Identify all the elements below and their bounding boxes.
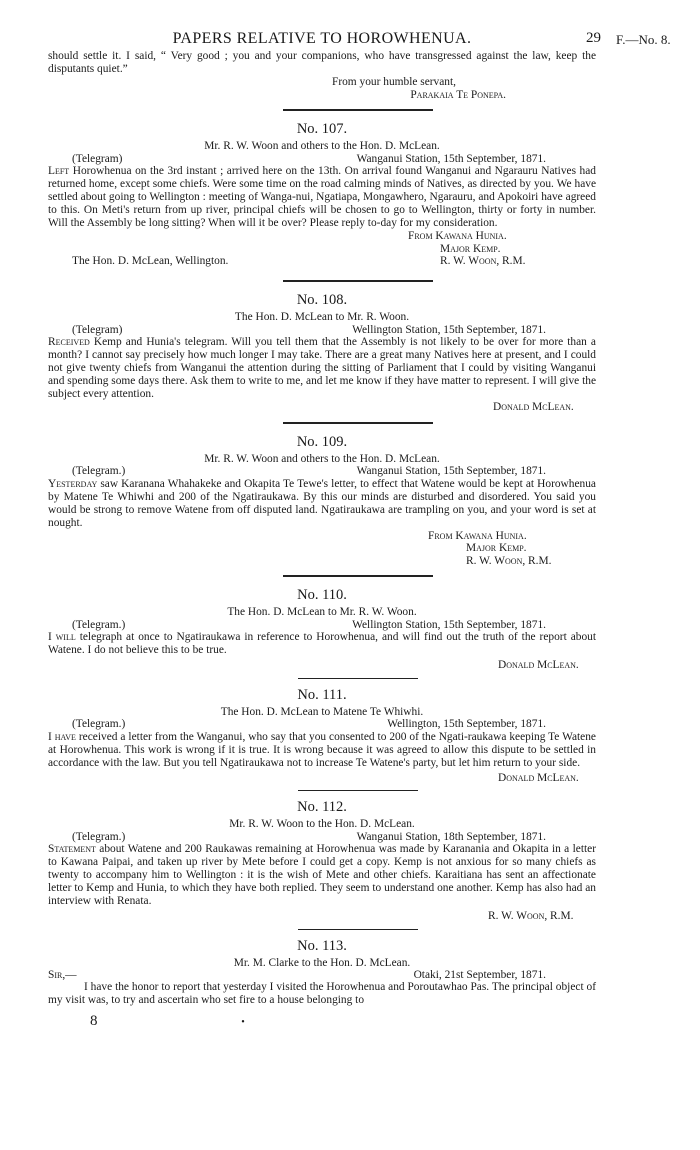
entry-body: Kemp and Hunia's telegram. Will you tell them that the Assembly is not likely to be over for more than a month? I cannot say precisely how much longer I may take. There are a great many Natives here at present, and I could not give twenty chiefs from Wanganui the attention during the sitting of Parliament that I could by visiting Wanganui and spending some days there. Ask them to write to me, and let me know if they have matter to represent. I will give the subject every attention.: [48, 336, 596, 400]
intro-text: should settle it. I said, “ Very good ; you and your companions, who have transgressed against the law, keep the disputants quiet.”: [48, 50, 596, 75]
entry-signature: From Kawana Hunia.: [428, 529, 527, 542]
entry-heading: Mr. M. Clarke to the Hon. D. McLean.: [233, 956, 411, 969]
entry-heading: Mr. R. W. Woon to the Hon. D. McLean.: [229, 818, 415, 830]
entry-place-date: Wanganui Station, 15th September, 1871.: [356, 465, 546, 477]
page-number: 29: [586, 30, 601, 46]
entry-body: received a letter from the Wanganui, who say that you consented to 200 of the Ngati-raukawa keeping Te Watene at Horowhenua. This work is wrong if it is true. It is wrong because it was agreed to allow this dispute to be settled in accordance with the law. But you tell Ngatiraukawa not to increase Te Watene's party, but let him return to your side.: [48, 730, 596, 769]
entry-place-date: Wellington Station, 15th September, 1871.: [352, 618, 546, 631]
intro-signature: Parakaia Te Ponepa.: [410, 88, 506, 101]
entry-heading: Mr. R. W. Woon and others to the Hon. D. McLean.: [204, 140, 440, 152]
entry-place-date: Wanganui Station, 18th September, 1871.: [356, 830, 546, 843]
entry-number: No. 112.: [297, 799, 347, 815]
entry-salutation: Sir,—: [48, 969, 77, 981]
entry-heading: The Hon. D. McLean to Matene Te Whiwhi.: [220, 705, 424, 718]
divider: [298, 929, 418, 930]
entry-heading: The Hon. D. McLean to Mr. R. Woon.: [234, 311, 410, 323]
entry-lead: Received: [48, 336, 90, 348]
entry-body: saw Karanana Whahakeke and Okapita Te Tewe's letter, to effect that Watene would be kept at Horowhenua by Matene Te Whiwhi and 200 of the Ngatiraukawa. By this our minds are disturbed and disordered. You said you would be strong to remove Watene from off disputed land. Ngatiraukawa are trampling on you, and your word is set at nought.: [48, 477, 596, 529]
entry-place-date: Wellington Station, 15th September, 1871.: [352, 323, 546, 336]
divider: [283, 575, 433, 577]
entry-type: (Telegram): [72, 323, 123, 336]
entry-signature: Donald McLean.: [498, 771, 579, 784]
entry-type: (Telegram.): [72, 618, 126, 631]
document-page: [48, 22, 671, 1030]
entry-signature: R. W. Woon, R.M.: [440, 255, 526, 267]
entry-heading: Mr. R. W. Woon and others to the Hon. D. McLean.: [204, 452, 440, 465]
entry-type: (Telegram.): [72, 718, 126, 730]
paper-reference: F.—No. 8.: [616, 32, 671, 47]
divider: [298, 790, 418, 791]
entry-108: [48, 292, 596, 414]
footer-dot: •: [241, 1017, 245, 1028]
entry-107: [48, 121, 596, 268]
entry-number: No. 107.: [296, 121, 348, 137]
entry-body: I have the honor to report that yesterday I visited the Horowhenua and Poroutawhao Pas. The principal object of my visit was, to try and ascertain who set fire to a house belonging to: [48, 981, 596, 1006]
entry-heading: The Hon. D. McLean to Mr. R. W. Woon.: [227, 606, 417, 618]
entry-type: (Telegram.): [72, 830, 126, 843]
footer: [90, 1013, 596, 1030]
running-header: [48, 22, 671, 48]
entry-number: No. 109.: [296, 433, 348, 450]
entry-113: [48, 938, 596, 1008]
entry-signature: Donald McLean.: [498, 659, 579, 671]
entry-111: [48, 687, 596, 785]
entry-number: No. 111.: [297, 686, 347, 703]
entry-lead: I will: [48, 631, 76, 643]
entry-place-date: Otaki, 21st September, 1871.: [413, 969, 546, 981]
entry-lead: Yesterday: [48, 477, 98, 490]
entry-number: No. 110.: [297, 587, 347, 603]
header-title: PAPERS RELATIVE TO HOROWHENUA.: [172, 30, 472, 47]
entry-place-date: Wanganui Station, 15th September, 1871.: [356, 152, 546, 165]
entry-body: about Watene and 200 Raukawas remaining at Horowhenua was made by Karanania and Okapita in a letter to Kawana Paipai, and taken up river by Mete before I could get a copy. Kemp is not anxious for so many chiefs as twenty to accompany him to Wellington : it is the wish of Mete and other chiefs. Karaitiana has sent an affectionate letter to Kemp and Hunia, to which they have both replied. They seem to understand one another. Kemp has also had an interview with Renata.: [48, 843, 596, 907]
entry-body: Horowhenua on the 3rd instant ; arrived here on the 13th. On arrival found Wanganui and Ngarauru Natives had returned home, except some chiefs. Were some time on the road calming minds of Natives, as directed by you. We have settled about going to Wellington : meeting of Wanga-nui, Ngatiapa, Mongawhero, Ngarauru, and Apokoiri have agreed to this. On Meti's return from up river, principal chiefs will be chosen to go to Wellington, thirty or forty in number. Will the Assembly be long sitting? When will it be over? Please reply to-day for my consideration.: [48, 165, 596, 229]
entry-body: telegraph at once to Ngatiraukawa in reference to Horowhenua, and will find out the truth of the report about Watene. I do not believe this to be true.: [48, 631, 596, 656]
entry-lead: Left: [48, 165, 70, 177]
entry-lead: Statement: [48, 843, 96, 855]
entry-signature: From Kawana Hunia.: [408, 230, 507, 242]
entry-signature: Major Kemp.: [440, 242, 501, 255]
divider: [298, 678, 418, 679]
divider: [283, 109, 433, 111]
entry-109: [48, 434, 596, 568]
divider: [283, 422, 433, 424]
intro-closing: From your humble servant,: [331, 76, 456, 88]
entry-signature: R. W. Woon, R.M.: [466, 554, 552, 567]
entry-type: (Telegram.): [72, 465, 126, 477]
entry-signature: Major Kemp.: [466, 542, 527, 554]
divider: [283, 280, 433, 282]
entry-110: [48, 587, 596, 672]
entry-place-date: Wellington, 15th September, 1871.: [387, 718, 546, 730]
entry-number: No. 108.: [296, 292, 348, 308]
signature-mark: 8: [90, 1013, 98, 1029]
entry-lead: I have: [48, 730, 76, 743]
entry-addressee: The Hon. D. McLean, Wellington.: [72, 255, 229, 267]
entry-112: [48, 799, 596, 923]
entry-number: No. 113.: [297, 937, 347, 954]
entry-type: (Telegram): [72, 152, 123, 165]
entry-signature: Donald McLean.: [493, 401, 574, 413]
entry-signature: R. W. Woon, R.M.: [488, 910, 574, 922]
